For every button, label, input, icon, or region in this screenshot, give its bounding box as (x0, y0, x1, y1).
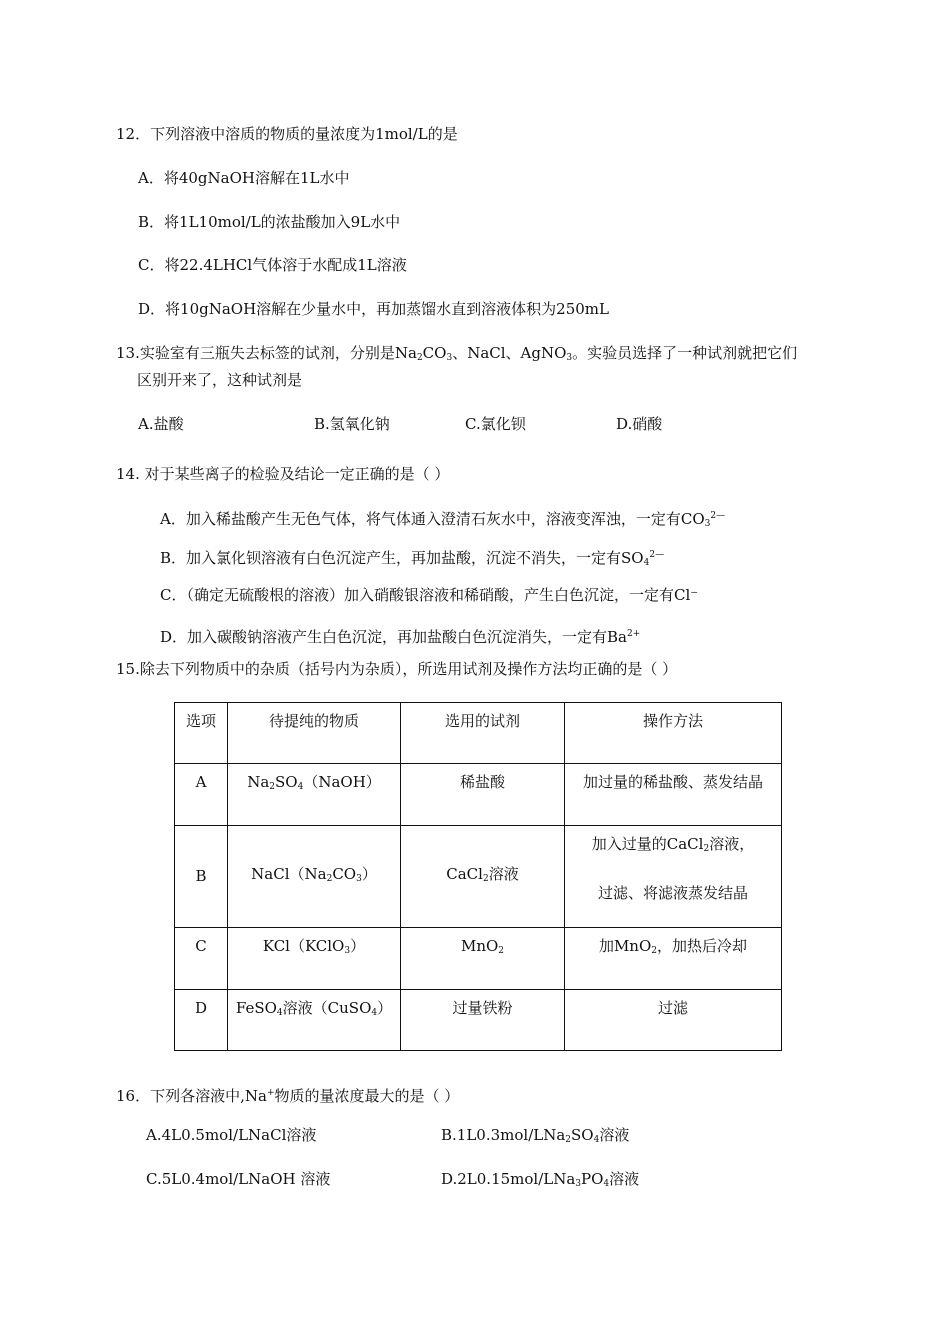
header-method: 操作方法 (565, 703, 782, 764)
q13-stem-line2: 区别开来了，这种试剂是 (137, 371, 303, 389)
q15-table (174, 702, 782, 1051)
q15-stem: 15.除去下列物质中的杂质（括号内为杂质），所选用试剂及操作方法均正确的是（ ） (116, 660, 678, 678)
row-method: 加MnO$_2$，加热后冷却 (565, 928, 782, 990)
q13-stem: 13.实验室有三瓶失去标签的试剂，分别是$Na_2CO_3$、NaCl、AgNO$_3$。实验员选择了一种试剂就把它们 (116, 344, 798, 363)
row-method: 过滤 (565, 990, 782, 1051)
table-header-row (175, 703, 782, 764)
row-substance: $NaCl(Na_2CO_3)$ (228, 826, 401, 928)
q14-stem: 14. 对于某些离子的检验及结论一定正确的是（ ） (116, 465, 450, 483)
q13-option-c: C.氯化钡 (465, 415, 526, 433)
q14-option-b: B．加入氯化钡溶液有白色沉淀产生，再加盐酸，沉淀不消失，一定有$SO_4^{2—}$ (160, 549, 665, 568)
q14-option-a: A．加入稀盐酸产生无色气体，将气体通入澄清石灰水中，溶液变浑浊，一定有$CO_3^{2—}$ (160, 510, 726, 529)
row-method: 加过量的稀盐酸、蒸发结晶 (565, 764, 782, 826)
q12-option-b: B．将1L10mol/L的浓盐酸加入9L水中 (138, 213, 401, 231)
row-substance: $Na_2SO_4(NaOH)$ (228, 764, 401, 826)
q13-option-d: D.硝酸 (616, 415, 663, 433)
row-reagent: MnO$_2$ (401, 928, 565, 990)
row-reagent: 过量铁粉 (401, 990, 565, 1051)
table-row (175, 928, 782, 990)
q16-option-c: C.5L0.4mol/LNaOH 溶液 (146, 1170, 331, 1188)
row-method: 加入过量的CaCl$_2$溶液， 过滤、将滤液蒸发结晶 (565, 826, 782, 928)
q13-option-a: A.盐酸 (138, 415, 184, 433)
q12-stem: 12．下列溶液中溶质的物质的量浓度为1mol/L的是 (116, 125, 458, 143)
row-option: C (175, 928, 228, 990)
q12-option-c: C．将22.4LHCl气体溶于水配成1L溶液 (138, 256, 407, 274)
row-reagent: 稀盐酸 (401, 764, 565, 826)
header-option: 选项 (175, 703, 228, 764)
q16-option-d: $D.2L0.15mol/LNa_3PO_4$溶液 (441, 1170, 640, 1189)
header-reagent: 选用的试剂 (401, 703, 565, 764)
q16-option-b: $B.1L0.3mol/LNa_2SO_4$溶液 (441, 1126, 630, 1145)
q13-option-b: B.氢氧化钠 (314, 415, 390, 433)
q12-option-d: D．将10gNaOH溶解在少量水中，再加蒸馏水直到溶液体积为250mL (138, 300, 609, 318)
row-substance: KCl（KClO$_3$） (228, 928, 401, 990)
table-row (175, 826, 782, 928)
table-row (175, 990, 782, 1051)
table-row (175, 764, 782, 826)
row-option: A (175, 764, 228, 826)
row-option: B (175, 826, 228, 928)
q12-option-a: A．将40gNaOH溶解在1L水中 (138, 169, 350, 187)
row-reagent: CaCl$_2$溶液 (401, 826, 565, 928)
row-substance: FeSO$_4$溶液（CuSO$_4$） (228, 990, 401, 1051)
q14-option-c: C．（确定无硫酸根的溶液）加入硝酸银溶液和稀硝酸，产生白色沉淀，一定有Cl⁻ (160, 586, 699, 604)
q16-stem: 16．下列各溶液中,Na+物质的量浓度最大的是（ ） (116, 1087, 460, 1105)
header-substance: 待提纯的物质 (228, 703, 401, 764)
q16-option-a: A.4L0.5mol/LNaCl溶液 (146, 1126, 317, 1144)
row-option: D (175, 990, 228, 1051)
q14-option-d: D．加入碳酸钠溶液产生白色沉淀，再加盐酸白色沉淀消失，一定有$Ba^{2+}$ (160, 628, 641, 646)
